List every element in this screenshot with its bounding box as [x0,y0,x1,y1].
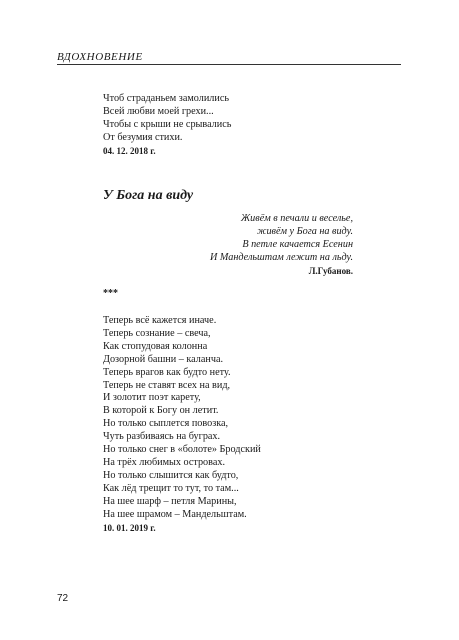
poem-line: Теперь врагов как будто нету. [103,366,231,378]
poem-line: В которой к Богу он летит. [103,405,219,417]
poem-line: Чтобы с крыши не срывались [103,118,232,130]
poem-line: Но только снег в «болоте» Бродский [103,444,261,456]
poem-line: На трёх любимых островах. [103,456,225,468]
epigraph-line: В петле качается Есенин [242,238,353,250]
section-separator: *** [103,288,118,299]
poem-date: 04. 12. 2018 г. [103,145,156,156]
poem-line: От безумия стихи. [103,131,183,143]
epigraph-author: Л.Губанов. [308,265,353,276]
section-header: ВДОХНОВЕНИЕ [57,51,143,63]
poem-title: У Бога на виду [103,188,194,203]
poem-date: 10. 01. 2019 г. [103,522,156,533]
epigraph-line: живём у Бога на виду. [256,225,353,237]
poem-line: Но только сыплется повозка, [103,418,229,430]
poem-line: Как стопудовая колонна [103,340,208,352]
poem-line: На шее шарф – петля Марины, [103,495,237,507]
epigraph [210,213,353,278]
poem-line: Чтоб страданьем замолились [103,93,229,104]
poem-line: И золотит поэт карету, [103,392,201,404]
header-rule [57,64,401,65]
poem-1 [103,93,231,158]
poem-line: Всей любви моей грехи... [103,105,214,117]
poem-line: Дозорной башни – каланча. [103,353,224,365]
poem-line: На шее шрамом – Мандельштам. [103,508,247,520]
poem-line: Теперь всё кажется иначе. [103,315,217,326]
epigraph-line: И Мандельштам лежит на льду. [210,251,353,263]
epigraph-line: Живём в печали и веселье, [240,213,353,224]
poem-line: Как лёд трещит то тут, то там... [103,482,239,494]
poem-line: Теперь сознание – свеча, [103,327,211,339]
poem-line: Чуть разбиваясь на буграх. [103,431,221,443]
poem-line: Но только слышится как будто, [103,469,239,481]
poem-line: Теперь не ставят всех на вид, [103,379,231,391]
poem-2 [103,315,261,534]
page-number: 72 [57,593,69,604]
